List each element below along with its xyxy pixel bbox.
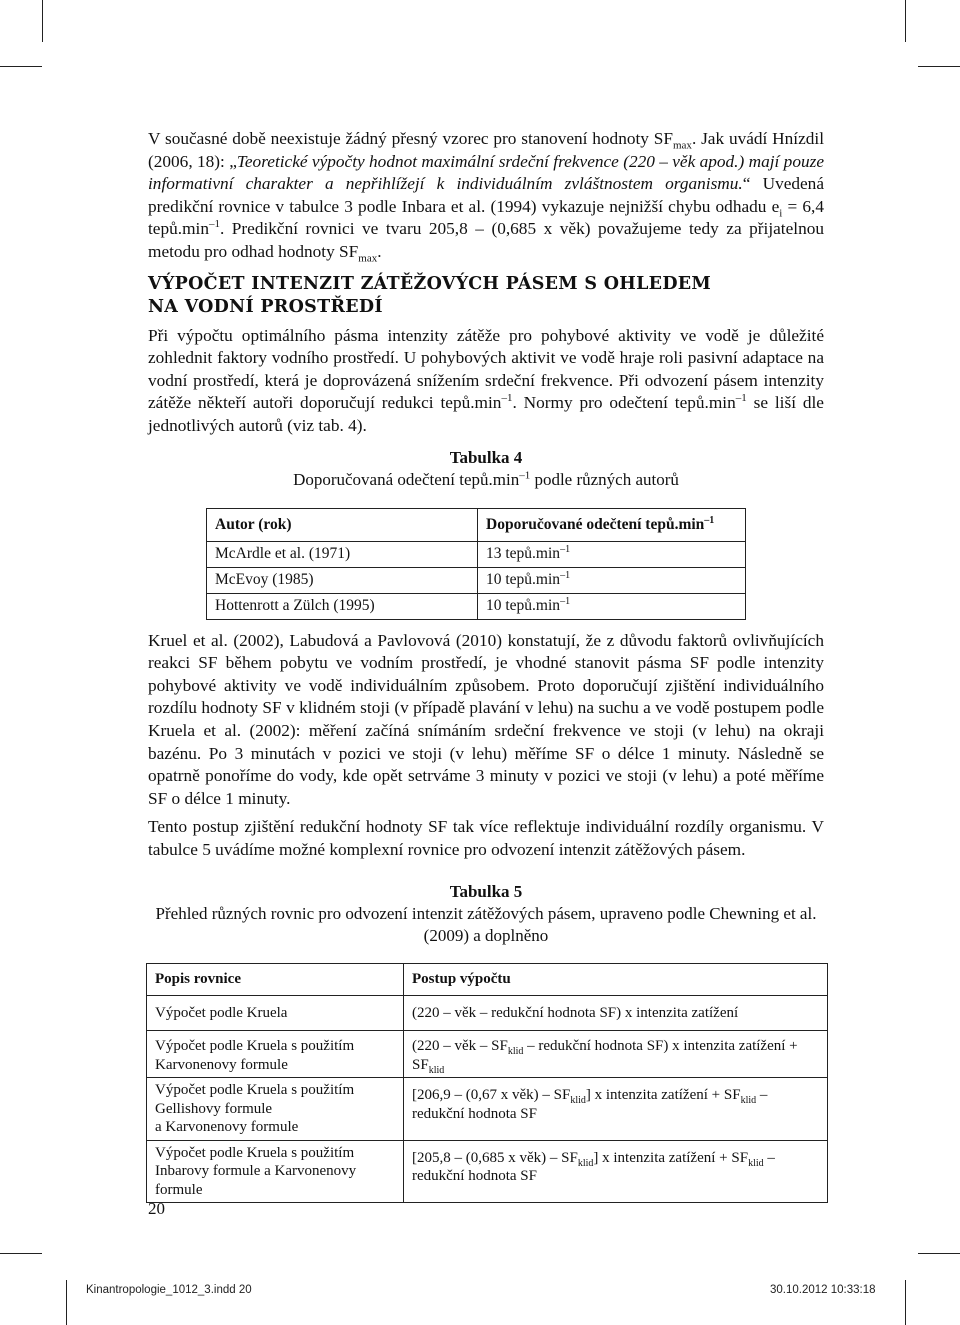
table5 [146,963,828,1203]
table-cell: 13 $tepů.\min^{-1}$ [478,541,746,567]
crop-mark [918,1253,960,1254]
table-header-row [147,964,828,996]
table-cell: McArdle et al. (1971) [207,541,478,567]
table-header-cell: Popis rovnice [147,964,404,996]
table4-title: Tabulka 4 [449,447,523,467]
page-number: 20 [148,1199,165,1218]
table-row [147,1031,828,1078]
table-row [147,1140,828,1203]
table-cell: [205,8 – (0,685 x věk) – $SF_{klid}$] x intenzita zatížení + $SF_{klid}$ – redukční hodnota SF [404,1140,828,1203]
table-cell: 10 $tepů.\min^{-1}$ [478,567,746,593]
section-heading: VÝPOČET INTENZIT ZÁTĚŽOVÝCH PÁSEM S OHLEDEM NA VODNÍ PROSTŘEDÍ [148,273,712,317]
table-cell: Výpočet podle Kruela [147,995,404,1031]
table-row [207,593,746,619]
table-cell: Hottenrott a Zülch (1995) [207,593,478,619]
crop-mark [42,0,43,42]
crop-mark [905,1280,906,1325]
table-cell: (220 – věk – $SF_{klid}$ – redukční hodnota SF) x intenzita zatížení + $SF_{klid}$ [404,1031,828,1078]
page-content [148,128,824,1203]
table-cell: (220 – věk – redukční hodnota SF) x intenzita zatížení [404,995,828,1031]
crop-mark [0,1253,42,1254]
crop-mark [66,1280,67,1325]
crop-mark [918,66,960,67]
table-row [147,995,828,1031]
footer-date-slug: 30.10.2012 10:33:18 [770,1284,876,1296]
table-cell: Výpočet podle Kruela s použitím Karvonenovy formule [147,1031,404,1078]
table4 [206,508,746,620]
table-cell: Výpočet podle Kruela s použitím Gellishovy formule a Karvonenovy formule [147,1078,404,1141]
table-header-cell: Postup výpočtu [404,964,828,996]
table4-caption: Doporučovaná odečtení $tepů.\min^{-1}$ podle různých autorů [293,468,679,489]
crop-mark [905,0,906,42]
footer-file-slug: Kinantropologie_1012_3.indd 20 [86,1284,252,1296]
paragraph-water-environment: Při výpočtu optimálního pásma intenzity zátěže pro pohybové aktivity ve vodě je důležité zohlednit faktory vodního prostředí. U pohybových aktivit ve vodě hraje roli pasivní adaptace na vodní prostředí, která je doprovázená snížením srdeční frekvence. Při odvození pásem intenzity zátěže někteří autoři doporučují redukci $tepů.\min^{-1}$. Normy pro odečtení $tepů.\min^{-1}$ se liší dle jednotlivých autorů (viz tab. 4). [148,325,824,435]
table-header-cell: Autor (rok) [207,508,478,541]
paragraph-intro: V současné době neexistuje žádný přesný vzorec pro stanovení hodnoty $SF_{max}$. Jak uvádí Hnízdil (2006, 18): „Teoretické výpočty hodnot maximální srdeční frekvence (220 – věk apod.) mají pouze informativní charakter a nepřihlížejí k individuálním zvláštnostem organismu.“ Uvedená predikční rovnice v tabulce 3 podle Inbara et al. (1994) vykazuje nejnižší chybu odhadu $e_i = 6,4$ $tepů.\min^{-1}$. Predikční rovnici ve tvaru 205,8 – (0,685 x věk) považujeme tedy za přijatelnou metodu pro odhad hodnoty $SF_{max}$. [148,129,824,265]
crop-mark [0,66,42,67]
paragraph-method: Tento postup zjištění redukční hodnoty SF tak více reflektuje individuální rozdíly organismu. V tabulce 5 uvádíme možné komplexní rovnice pro odvození intenzit zátěžových pásem. [148,817,824,859]
table-row [147,1078,828,1141]
table-cell: 10 $tepů.\min^{-1}$ [478,593,746,619]
table-header-row [207,508,746,541]
table-cell: Výpočet podle Kruela s použitím Inbarovy formule a Karvonenovy formule [147,1140,404,1203]
table-cell: [206,9 – (0,67 x věk) – $SF_{klid}$] x intenzita zatížení + $SF_{klid}$ – redukční hodnota SF [404,1078,828,1141]
table-cell: McEvoy (1985) [207,567,478,593]
table5-caption: Přehled různých rovnic pro odvození intenzit zátěžových pásem, upraveno podle Chewning et al. (2009) a doplněno [155,904,817,946]
paragraph-kruel: Kruel et al. (2002), Labudová a Pavlovová (2010) konstatují, že z důvodu faktorů ovlivňujících reakci SF během pobytu ve vodním prostředí, je vhodné stanovit pásma SF podle intenzity pohybové aktivity ve vodě individuálním způsobem. Proto doporučují zjištění individuálního rozdílu hodnoty SF v klidném stoji (v případě plavání v lehu) na suchu a ve vodě postupem podle Kruela et al. (2002): měření začíná snímáním srdeční frekvence ve stoji (v lehu) na okraji bazénu. Po 3 minutách v pozici ve stoji (v lehu) měříme SF o délce 1 minuty. Následně se opatrně ponoříme do vody, kde opět setrváme 3 minuty v pozici ve stoji (v lehu) a poté měříme SF o délce 1 minuty. [148,630,824,808]
table-header-cell: Doporučované odečtení $tepů.\min^{-1}$ [478,508,746,541]
table-row [207,541,746,567]
table5-title: Tabulka 5 [449,882,523,902]
table-row [207,567,746,593]
